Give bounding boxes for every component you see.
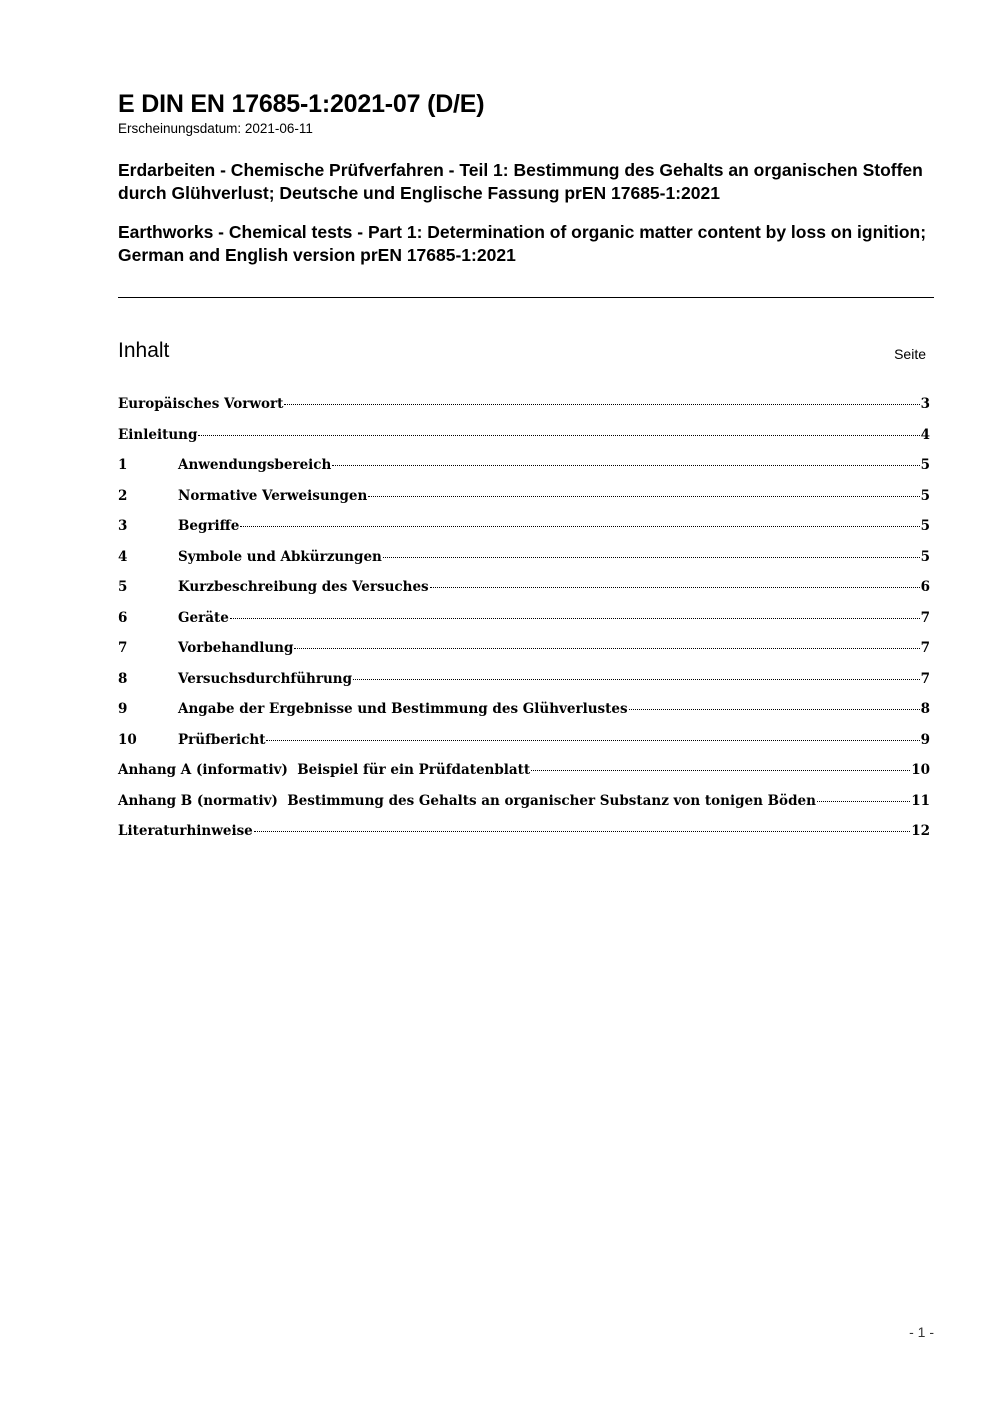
toc-entry-page: 5	[920, 457, 930, 473]
toc-dot-leader	[629, 709, 920, 710]
toc-entry-page: 7	[920, 609, 930, 626]
toc-dot-leader	[254, 831, 910, 832]
toc-dot-leader	[266, 740, 919, 741]
toc-entry-page: 7	[920, 640, 930, 656]
toc-entry[interactable]	[118, 821, 930, 852]
toc-entry[interactable]	[118, 669, 930, 700]
toc-entry-label: Anwendungsbereich	[178, 457, 332, 473]
toc-page-column-label: Seite	[894, 346, 926, 362]
toc-entry-label: Versuchsdurchführung	[178, 670, 353, 687]
toc-dot-leader	[531, 770, 910, 771]
toc-entry[interactable]	[118, 547, 930, 578]
toc-entry-page: 4	[920, 426, 930, 443]
toc-entry-number: 9	[118, 701, 128, 717]
toc-dot-leader	[198, 435, 919, 436]
toc-entry-label: Normative Verweisungen	[178, 487, 368, 504]
toc-entry-number: 5	[118, 579, 128, 595]
toc-entry-number: 10	[118, 731, 137, 748]
toc-entry[interactable]	[118, 730, 930, 761]
toc-entry[interactable]	[118, 486, 930, 517]
toc-title: Inhalt	[118, 339, 170, 362]
table-of-contents	[118, 394, 930, 852]
toc-entry-page: 5	[920, 518, 930, 534]
toc-entry-page: 6	[920, 579, 930, 595]
toc-entry-label: Vorbehandlung	[178, 640, 294, 656]
toc-dot-leader	[353, 679, 920, 680]
toc-entry-label: Anhang B (normativ) Bestimmung des Gehalts an organischer Substanz von tonigen Böden	[118, 792, 816, 809]
toc-entry-page: 5	[920, 487, 930, 504]
toc-entry[interactable]	[118, 608, 930, 639]
header-divider	[118, 297, 934, 298]
toc-entry-label: Anhang A (informativ) Beispiel für ein Prüfdatenblatt	[118, 762, 531, 778]
toc-entry-number: 4	[118, 548, 128, 565]
publication-date: Erscheinungsdatum: 2021-06-11	[118, 121, 313, 136]
toc-entry-label: Literaturhinweise	[118, 823, 253, 839]
toc-entry-page: 5	[920, 548, 930, 565]
document-header	[118, 88, 934, 267]
toc-entry-label: Kurzbeschreibung des Versuches	[178, 579, 429, 595]
toc-entry[interactable]	[118, 455, 930, 486]
toc-entry-number: 2	[118, 487, 128, 504]
toc-entry-number: 8	[118, 670, 128, 687]
toc-entry-page: 3	[920, 396, 930, 412]
toc-entry[interactable]	[118, 791, 930, 822]
toc-entry-page: 7	[920, 670, 930, 687]
toc-entry-page: 8	[920, 701, 930, 717]
toc-dot-leader	[368, 496, 919, 497]
toc-entry-number: 6	[118, 609, 128, 626]
toc-entry[interactable]	[118, 516, 930, 547]
toc-entry-number: 7	[118, 640, 128, 656]
toc-dot-leader	[230, 618, 920, 619]
toc-entry[interactable]	[118, 577, 930, 608]
toc-entry-page: 12	[911, 823, 930, 839]
toc-entry-page: 10	[911, 762, 930, 778]
toc-dot-leader	[332, 465, 919, 466]
toc-entry[interactable]	[118, 425, 930, 456]
toc-entry[interactable]	[118, 638, 930, 669]
toc-dot-leader	[430, 587, 920, 588]
toc-dot-leader	[294, 648, 919, 649]
english-title: Earthworks - Chemical tests - Part 1: Determination of organic matter content by loss on ignition; German and English version prEN 17685-1:2021	[118, 222, 927, 265]
toc-dot-leader	[383, 557, 920, 558]
german-title: Erdarbeiten - Chemische Prüfverfahren - Teil 1: Bestimmung des Gehalts an organischen Stoffen durch Glühverlust; Deutsche und Englische Fassung prEN 17685-1:2021	[118, 160, 923, 203]
toc-entry[interactable]	[118, 699, 930, 730]
toc-dot-leader	[240, 526, 919, 527]
toc-entry-label: Europäisches Vorwort	[118, 396, 284, 412]
page-number: - 1 -	[909, 1324, 934, 1340]
toc-entry[interactable]	[118, 760, 930, 791]
toc-entry-label: Angabe der Ergebnisse und Bestimmung des Glühverlustes	[178, 701, 628, 717]
toc-dot-leader	[284, 404, 919, 405]
toc-heading	[118, 338, 926, 364]
toc-dot-leader	[817, 801, 910, 802]
toc-entry-label: Einleitung	[118, 426, 198, 443]
toc-entry-page: 11	[911, 792, 930, 809]
toc-entry-label: Geräte	[178, 609, 229, 626]
toc-entry[interactable]	[118, 394, 930, 425]
toc-entry-label: Prüfbericht	[178, 731, 266, 748]
document-title: E DIN EN 17685-1:2021-07 (D/E)	[118, 90, 485, 118]
toc-entry-label: Begriffe	[178, 518, 240, 534]
toc-entry-number: 1	[118, 457, 128, 473]
toc-entry-page: 9	[920, 731, 930, 748]
toc-entry-number: 3	[118, 518, 128, 534]
toc-entry-label: Symbole und Abkürzungen	[178, 548, 382, 565]
